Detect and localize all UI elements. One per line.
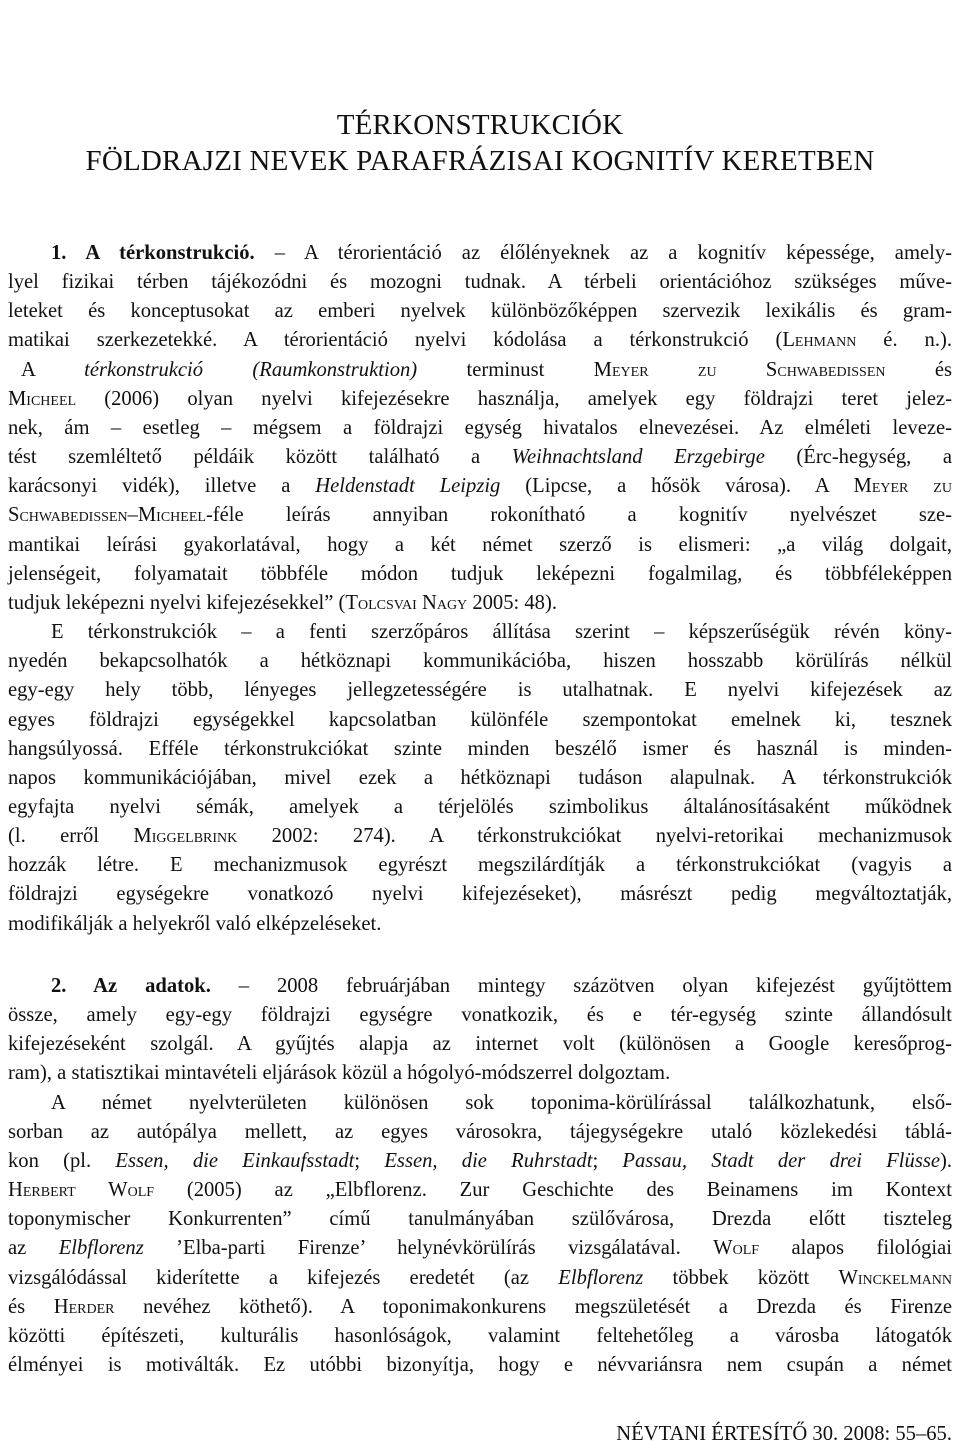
text-line: nyedén bekapcsolhatók a hétköznapi kommunikációba, hiszen hosszabb körülírás nélkül (8, 650, 952, 673)
journal-footer: NÉVTANI ÉRTESÍTŐ 30. 2008: 55–65. (616, 1423, 952, 1445)
title-line-1: TÉRKONSTRUKCIÓK (336, 109, 624, 141)
text-line: kon (pl. Essen, die Einkaufsstadt; Essen, die Ruhrstadt; Passau, Stadt der drei Flüsse). (8, 1149, 953, 1172)
text-line: tést szemléltető példáik között található a Weihnachtsland Erzgebirge (Érc-hegység, a (8, 446, 952, 469)
text-line: E térkonstrukciók – a fenti szerzőpáros állítása szerint – képszerűségük révén köny- (51, 621, 952, 644)
text-line: az Elbflorenz ’Elba-parti Firenze’ helynévkörülírás vizsgálatával. Wolf alapos filológiai (8, 1237, 952, 1260)
text-line: nek, ám – esetleg – mégsem a földrajzi egység hivatalos elnevezései. Az elméleti leveze- (8, 416, 952, 439)
text-line: hangsúlyossá. Efféle térkonstrukciókat szinte minden beszélő ismer és használ is minden- (8, 737, 952, 760)
text-line: össze, amely egy-egy földrajzi egységre vonatkozik, és e tér-egység szinte állandósult (8, 1004, 952, 1027)
text-line: sorban az autópálya mellett, az egyes városokra, tájegységekre utaló közlekedési táblá- (8, 1120, 952, 1143)
text-line: jelenségeit, folyamatait többféle módon tudjuk leképezni fogalmilag, és többféleképpen (8, 562, 952, 585)
text-line: tudjuk leképezni nyelvi kifejezésekkel” (Tolcsvai Nagy 2005: 48). (8, 591, 557, 614)
text-line: egyes földrajzi egységekkel kapcsolatban különféle szempontokat emelnek ki, tesznek (8, 708, 952, 731)
text-line: élményei is motiválták. Ez utóbbi bizonyítja, hogy e névvariánsra nem csupán a német (8, 1354, 952, 1377)
text-line: kifejezéseként szolgál. A gyűjtés alapja az internet volt (különösen a Google keresőprog- (8, 1033, 952, 1056)
text-line: leteket és konceptusokat az emberi nyelvek különbözőképpen szervezik lexikális és gram- (8, 300, 952, 323)
text-line: és Herder nevéhez köthető). A toponimakonkurens megszületését a Drezda és Firenze (8, 1295, 952, 1318)
text-line: közötti építészeti, kulturális hasonlóságok, valamint feltehetőleg a városba látogatók (8, 1324, 952, 1347)
text-line: mantikai leírási gyakorlatával, hogy a két német szerző is elismeri: „a világ dolgait, (8, 533, 952, 556)
text-line: modifikálják a helyekről való elképzeléseket. (8, 912, 382, 935)
text-line: Micheel (2006) olyan nyelvi kifejezésekre használja, amelyek egy földrajzi teret jelez- (8, 387, 952, 410)
section-heading: 1. A térkonstrukció. (51, 242, 255, 264)
text-line: földrajzi egységekre vonatkozó nyelvi kifejezéseket), másrészt pedig megváltoztatják, (8, 883, 952, 906)
section-2 (8, 972, 952, 1380)
text-line: lyel fizikai térben tájékozódni és mozogni tudnak. A térbeli orientációhoz szükséges műve- (8, 271, 952, 294)
text-line: A német nyelvterületen különösen sok toponima-körülírással találkozhatunk, első- (51, 1091, 952, 1114)
text-line: (l. erről Miggelbrink 2002: 274). A térkonstrukciókat nyelvi-retorikai mechanizmusok (8, 825, 952, 848)
text-line: egyfajta nyelvi sémák, amelyek a térjelölés szimbolikus általánosításaként működnek (8, 795, 952, 818)
title-line-2: FÖLDRAJZI NEVEK PARAFRÁZISAI KOGNITÍV KERETBEN (85, 145, 875, 177)
text-line: napos kommunikációjában, mivel ezek a hétköznapi tudáson alapulnak. A térkonstrukciók (8, 766, 952, 789)
text-line: karácsonyi vidék), illetve a Heldenstadt Leipzig (Lipcse, a hősök városa). A Meyer zu (8, 475, 952, 498)
text-line: egy-egy hely több, lényeges jellegzetességére is utalhatnak. E nyelvi kifejezések az (8, 679, 952, 702)
text-line: ram), a statisztikai mintavételi eljárások közül a hógolyó-módszerrel dolgoztam. (8, 1062, 671, 1085)
text-line: Schwabedissen–Micheel-féle leírás annyiban rokonítható a kognitív nyelvészet sze- (8, 504, 952, 527)
text-line: toponymischer Konkurrenten” című tanulmányában szülővárosa, Drezda előtt tiszteleg (8, 1208, 952, 1231)
text-line: 1. A térkonstrukció. – A térorientáció az élőlényeknek az a kognitív képessége, amely- (51, 242, 952, 264)
text-line: 2. Az adatok. – 2008 februárjában mintegy százötven olyan kifejezést gyűjtöttem (51, 975, 953, 997)
section-heading: 2. Az adatok. (51, 975, 211, 997)
section-1 (8, 239, 952, 939)
text-line: matikai szerkezetekké. A térorientáció nyelvi kódolása a térkonstrukció (Lehmann é. n.). (8, 329, 952, 352)
text-line: vizsgálódással kiderítette a kifejezés eredetét (az Elbflorenz többek között Winckelmann (8, 1266, 952, 1289)
text-line: hozzák létre. E mechanizmusok egyrészt megszilárdítják a térkonstrukciókat (vagyis a (8, 854, 952, 877)
text-line: A térkonstrukció (Raumkonstruktion) terminust Meyer zu Schwabedissen és (21, 358, 952, 381)
text-line: Herbert Wolf (2005) az „Elbflorenz. Zur Geschichte des Beinamens im Kontext (8, 1179, 952, 1202)
